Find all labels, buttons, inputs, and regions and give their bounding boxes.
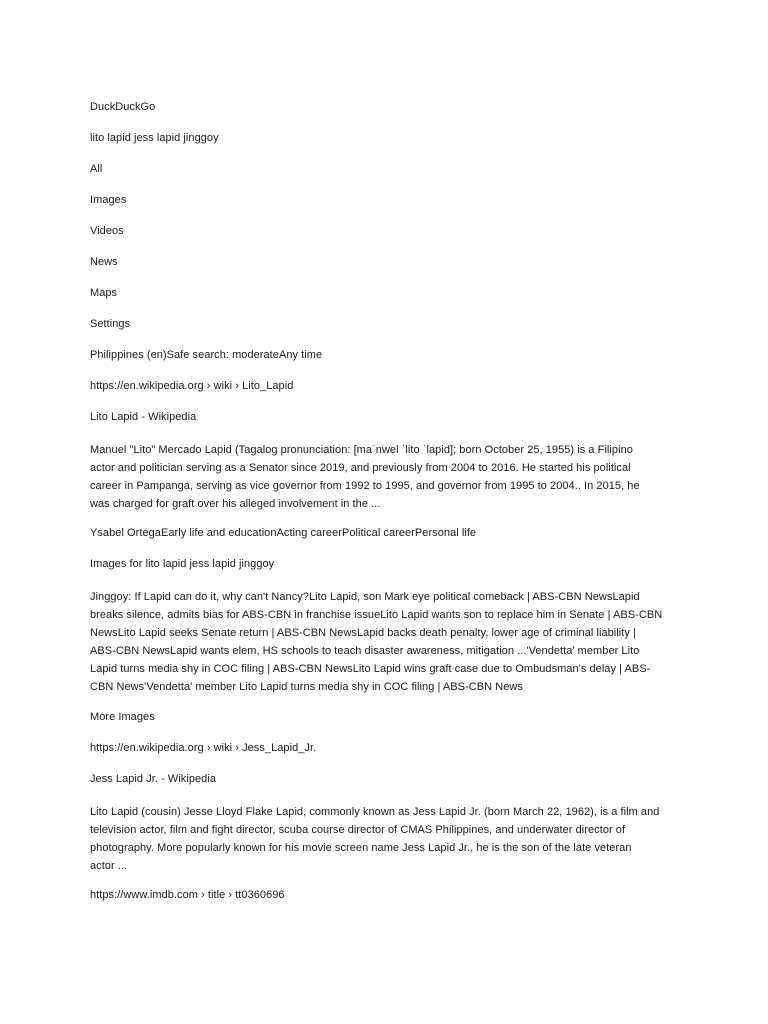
snippet-line: television actor, film and fight director, scuba course director of CMAS Philippines, and underwater director of	[90, 824, 626, 836]
snippet-line: Manuel "Lito" Mercado Lapid (Tagalog pronunciation: [maˈnwel ˈlito ˈlapid]; born October 25, 1955) is a Filipino	[90, 444, 633, 456]
result2-url[interactable]: https://en.wikipedia.org › wiki › Jess_Lapid_Jr.	[90, 742, 317, 754]
tab-all[interactable]: All	[90, 163, 103, 175]
caption-line: Lapid turns media shy in COC filing | ABS-CBN NewsLito Lapid wins graft case due to Ombudsman's delay | ABS-	[90, 663, 651, 675]
snippet-line: actor and politician serving as a Senator since 2019, and previously from 2004 to 2016. He started his political	[90, 462, 631, 474]
caption-line: CBN News'Vendetta' member Lito Lapid turns media shy in COC filing | ABS-CBN News	[90, 681, 523, 693]
caption-line: NewsLito Lapid seeks Senate return | ABS-CBN NewsLapid backs death penalty, lower age of criminal liability |	[90, 627, 636, 639]
tab-news[interactable]: News	[90, 256, 118, 268]
more-images-link[interactable]: More Images	[90, 711, 155, 723]
snippet-line: was charged for graft over his alleged involvement in the ...	[90, 498, 381, 510]
tab-settings[interactable]: Settings	[90, 318, 131, 330]
snippet-line: photography. More popularly known for his movie screen name Jess Lapid Jr., he is the son of the late veteran	[90, 842, 632, 854]
result-sitelinks[interactable]: Ysabel OrtegaEarly life and educationActing careerPolitical careerPersonal life	[90, 527, 477, 539]
result-snippet	[90, 441, 670, 513]
result-url[interactable]: https://en.wikipedia.org › wiki › Lito_Lapid	[90, 380, 294, 392]
snippet-line: career in Pampanga, serving as vice governor from 1992 to 1995, and governor from 1995 to 2004.. In 2015, he	[90, 480, 640, 492]
result-title[interactable]: Lito Lapid - Wikipedia	[90, 411, 197, 423]
tab-maps[interactable]: Maps	[90, 287, 118, 299]
caption-line: Jinggoy: If Lapid can do it, why can't Nancy?Lito Lapid, son Mark eye political comeback | ABS-CBN NewsLapid	[90, 591, 640, 603]
images-heading[interactable]: Images for lito lapid jess lapid jinggoy	[90, 558, 275, 570]
snippet-line: actor ...	[90, 860, 128, 872]
caption-line: breaks silence, admits bias for ABS-CBN in franchise issueLito Lapid wants son to replace him in Senate | ABS-CBN	[90, 609, 663, 621]
tab-videos[interactable]: Videos	[90, 225, 124, 237]
caption-line: ABS-CBN NewsLapid wants elem, HS schools to teach disaster awareness, mitigation ...'Vendetta' member Lito	[90, 645, 640, 657]
search-filters[interactable]: Philippines (en)Safe search: moderateAny time	[90, 349, 323, 361]
brand-logo[interactable]: DuckDuckGo	[90, 101, 156, 113]
result3-url[interactable]: https://www.imdb.com › title › tt0360696	[90, 889, 285, 901]
tab-images[interactable]: Images	[90, 194, 127, 206]
images-caption[interactable]	[90, 588, 670, 696]
result2-title[interactable]: Jess Lapid Jr. - Wikipedia	[90, 773, 217, 785]
snippet-line: Lito Lapid (cousin) Jesse Lloyd Flake Lapid, commonly known as Jess Lapid Jr. (born March 22, 1962), is a film and	[90, 806, 660, 818]
result2-snippet	[90, 803, 670, 875]
search-query[interactable]: lito lapid jess lapid jinggoy	[90, 132, 219, 144]
